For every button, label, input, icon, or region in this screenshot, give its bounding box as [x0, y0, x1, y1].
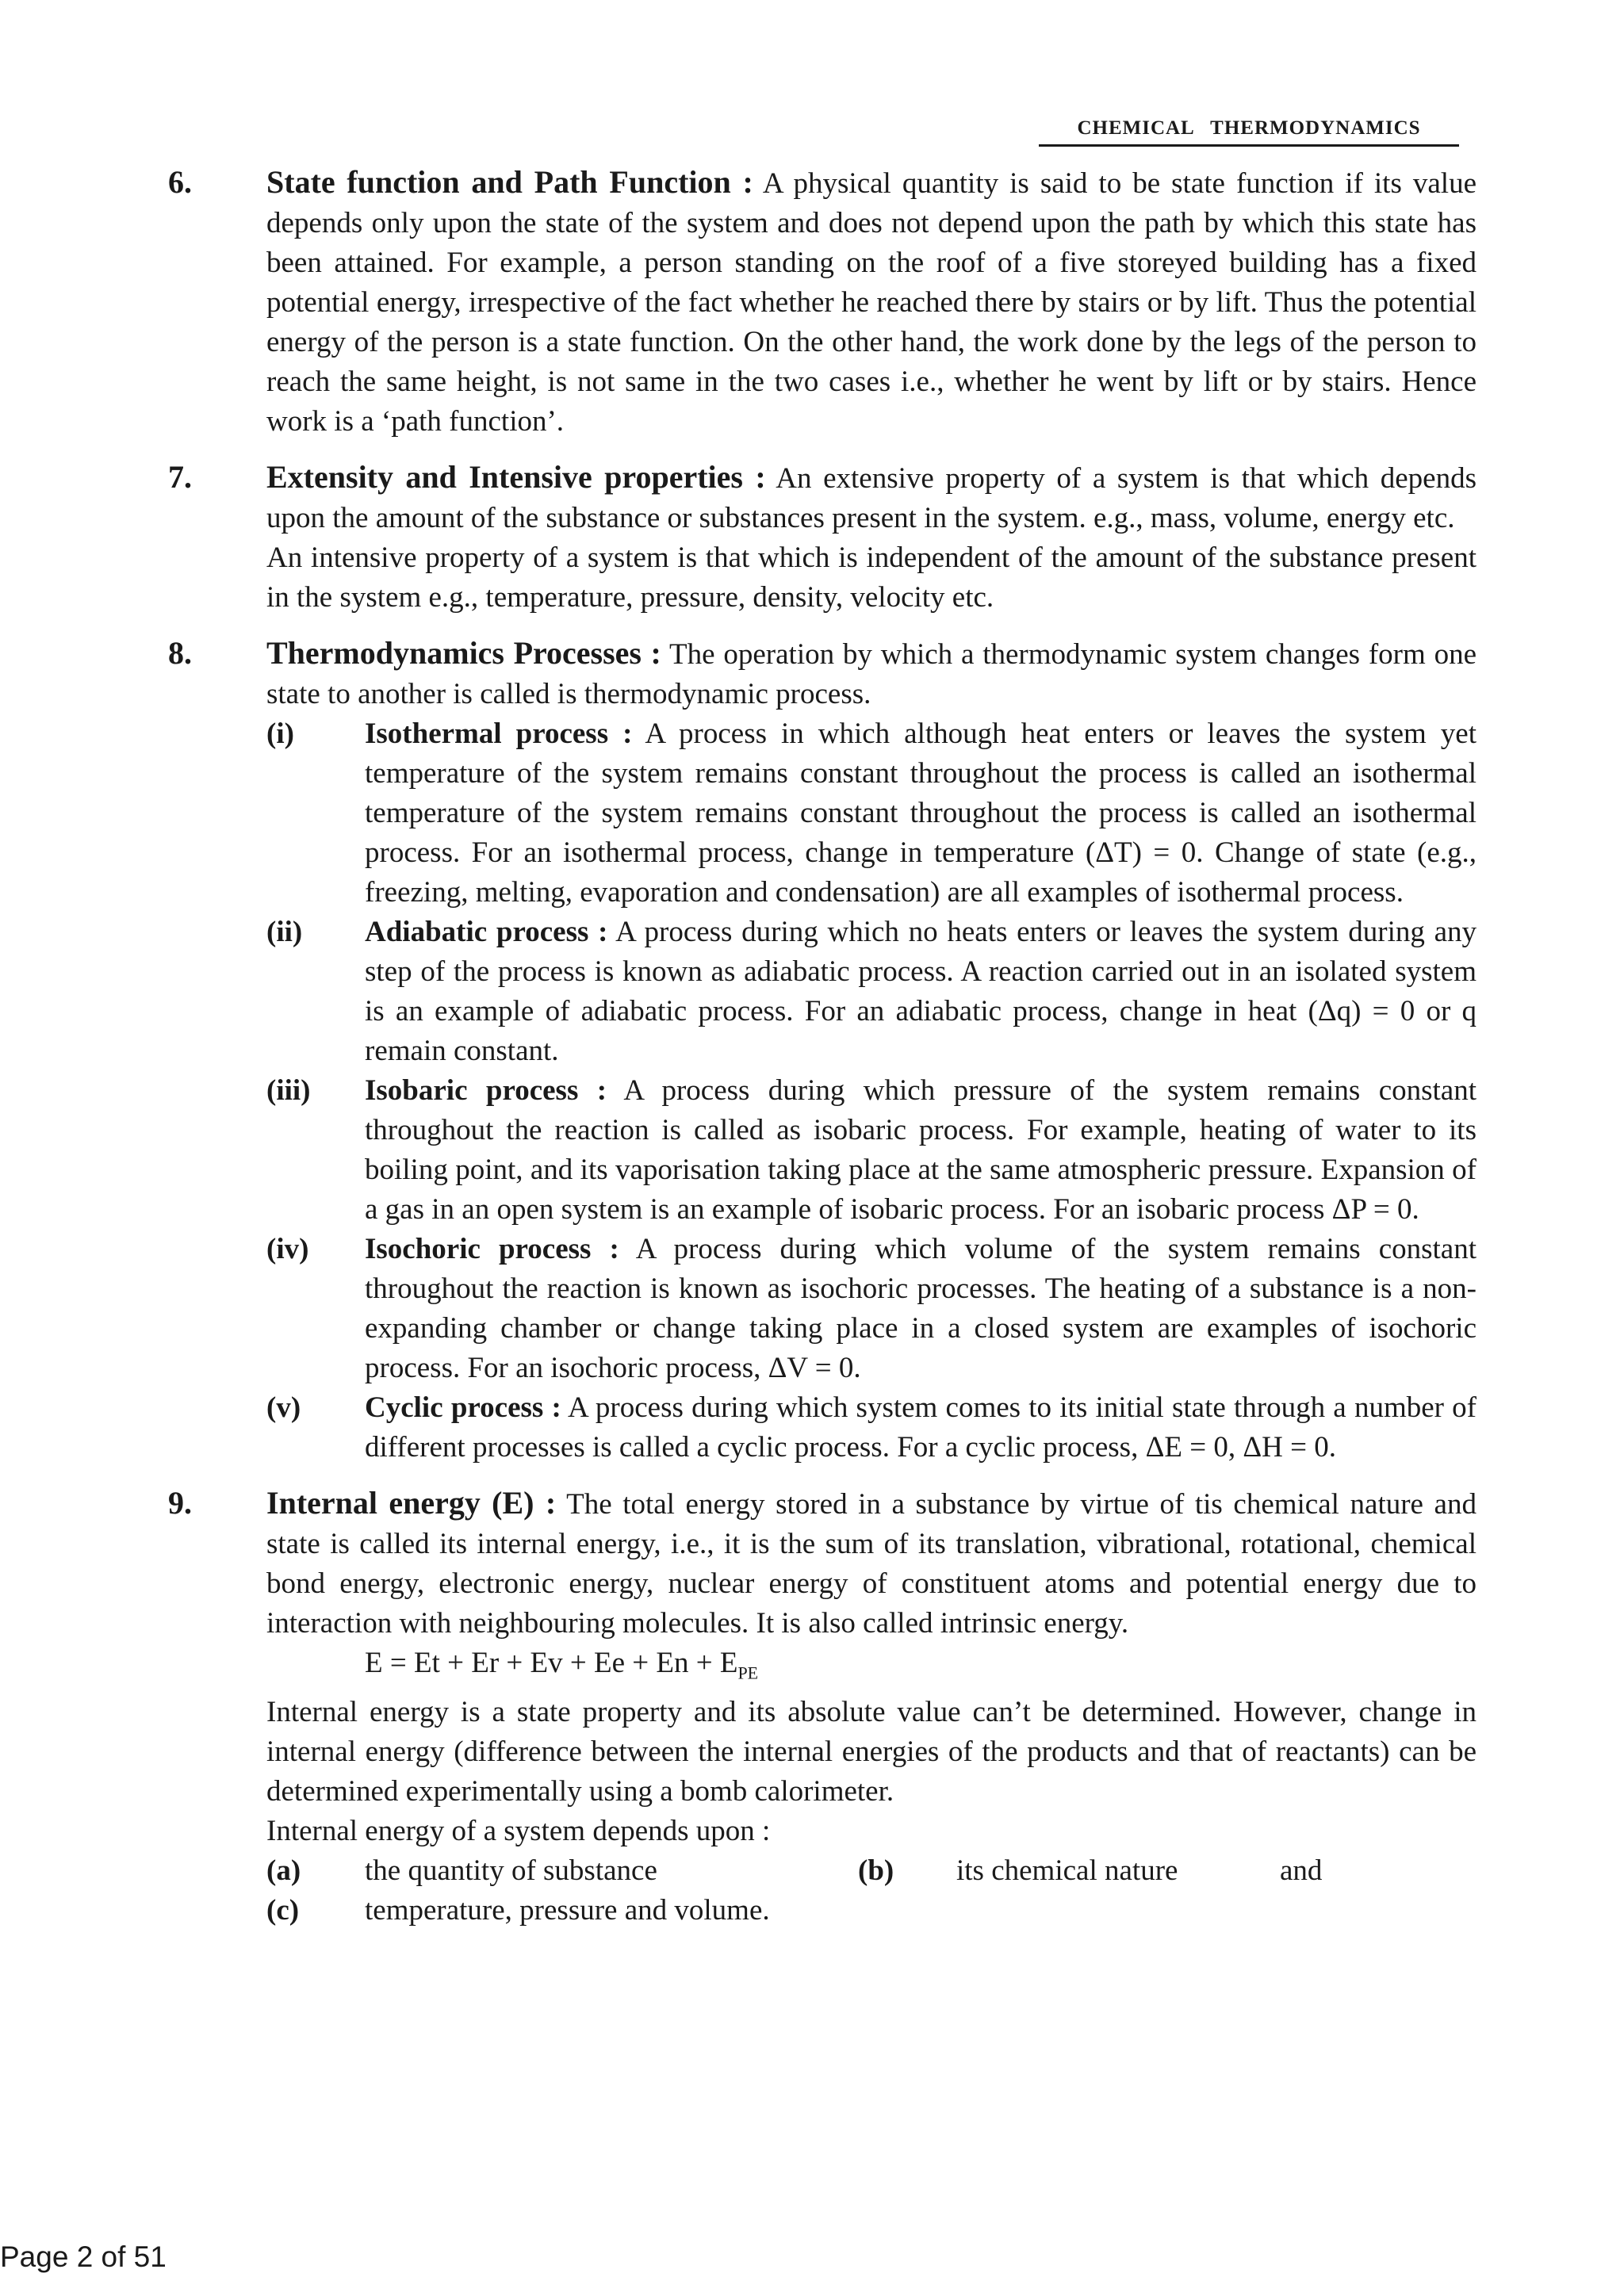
running-header: CHEMICAL THERMODYNAMICS [1039, 117, 1459, 147]
item-number: (i) [266, 718, 294, 750]
process-isochoric [266, 1230, 1477, 1388]
dependency-list-row [266, 1891, 1477, 1931]
section-text: An extensive property of a system is that which depends upon the amount of the substance or substances present in the system. e.g., mass, volume, energy etc. [266, 462, 1477, 534]
section-number: 8. [168, 635, 192, 671]
page-number: Page 2 of 51 [0, 2241, 167, 2273]
section-paragraph: Internal energy is a state property and its absolute value can’t be determined. However, change in internal energy (difference between the internal energies of the products and that of reactants) can be determined experimentally using a bomb calorimeter. [266, 1696, 1477, 1808]
item-title: Isobaric process : [365, 1074, 607, 1107]
item-text: A process in which although heat enters or leaves the system yet temperature of the system remains constant throughout the process is called an isothermal temperature of the system remains constant throughout the process is called an isothermal process. For an isothermal process, change in temperature (ΔT) = 0. Change of state (e.g., freezing, melting, evaporation and condensation) are all examples of isothermal process. [365, 718, 1477, 909]
section-title: Internal energy (E) : [266, 1485, 557, 1521]
dependency-list-row [266, 1851, 1477, 1891]
list-item-text: its chemical nature [956, 1854, 1178, 1888]
item-text: A process during which no heats enters or leaves the system during any step of the process is known as adiabatic process. A reaction carried out in an isolated system is an example of adiabatic process. For an adiabatic process, change in heat (Δq) = 0 or q remain constant. [365, 916, 1477, 1067]
page-content [168, 163, 1477, 1946]
item-number: (iv) [266, 1233, 309, 1265]
section-9 [168, 1483, 1477, 1931]
list-item-text: temperature, pressure and volume. [365, 1894, 770, 1927]
item-title: Isothermal process : [365, 718, 633, 750]
section-number: 7. [168, 459, 192, 495]
list-conjunction: and [1280, 1854, 1323, 1888]
list-item-number: (c) [266, 1894, 300, 1927]
section-text: A physical quantity is said to be state function if its value depends only upon the state of the system and does not depend upon the path by which this state has been attained. For example, a person standing on the roof of a five storeyed building has a fixed potential energy, irrespective of the fact whether he reached there by stairs or by lift. Thus the potential energy of the person is a state function. On the other hand, the work done by the legs of the person to reach the same height, is not same in the two cases i.e., whether he went by lift or by stairs. Hence work is a ‘path function’. [266, 167, 1477, 438]
list-item-number: (b) [858, 1854, 894, 1888]
process-isobaric [266, 1071, 1477, 1230]
section-paragraph: An intensive property of a system is that which is independent of the amount of the substance present in the system e.g., temperature, pressure, density, velocity etc. [266, 541, 1477, 614]
item-number: (v) [266, 1391, 301, 1424]
section-paragraph: Internal energy of a system depends upon : [266, 1815, 771, 1848]
item-title: Isochoric process : [365, 1233, 619, 1265]
section-8 [168, 633, 1477, 1468]
section-text: The total energy stored in a substance by virtue of tis chemical nature and state is called its internal energy, i.e., it is the sum of its translation, vibrational, rotational, chemical bond energy, electronic energy, nuclear energy of constituent atoms and potential energy due to interaction with neighbouring molecules. It is also called intrinsic energy. [266, 1488, 1477, 1640]
formula-subscript: PE [737, 1663, 759, 1683]
process-adiabatic [266, 913, 1477, 1071]
process-cyclic [266, 1388, 1477, 1468]
item-number: (iii) [266, 1074, 311, 1107]
item-number: (ii) [266, 916, 303, 948]
process-isothermal [266, 714, 1477, 913]
item-text: A process during which pressure of the system remains constant throughout the reaction is called as isobaric process. For example, heating of water to its boiling point, and its vaporisation taking place at the same atmospheric pressure. Expansion of a gas in an open system is an example of isobaric process. For an isobaric process ΔP = 0. [365, 1074, 1477, 1226]
section-title: Thermodynamics Processes : [266, 635, 661, 671]
item-title: Adiabatic process : [365, 916, 608, 948]
section-7 [168, 457, 1477, 618]
list-item-number: (a) [266, 1854, 301, 1888]
list-item-text: the quantity of substance [365, 1854, 657, 1888]
section-title: Extensity and Intensive properties : [266, 459, 766, 495]
formula-main: E = Et + Er + Ev + Ee + En + E [365, 1647, 738, 1679]
section-6 [168, 163, 1477, 442]
section-number: 9. [168, 1485, 192, 1521]
section-title: State function and Path Function : [266, 164, 753, 200]
item-title: Cyclic process : [365, 1391, 561, 1424]
internal-energy-formula [266, 1644, 1477, 1693]
item-text: A process during which system comes to its initial state through a number of different processes is called a cyclic process. For a cyclic process, ΔE = 0, ΔH = 0. [365, 1391, 1477, 1464]
item-text: A process during which volume of the system remains constant throughout the reaction is known as isochoric processes. The heating of a substance is a non-expanding chamber or change taking place in a closed system are examples of isochoric process. For an isochoric process, ΔV = 0. [365, 1233, 1477, 1384]
section-text: The operation by which a thermodynamic system changes form one state to another is called is thermodynamic process. [266, 638, 1477, 710]
section-number: 6. [168, 164, 192, 200]
